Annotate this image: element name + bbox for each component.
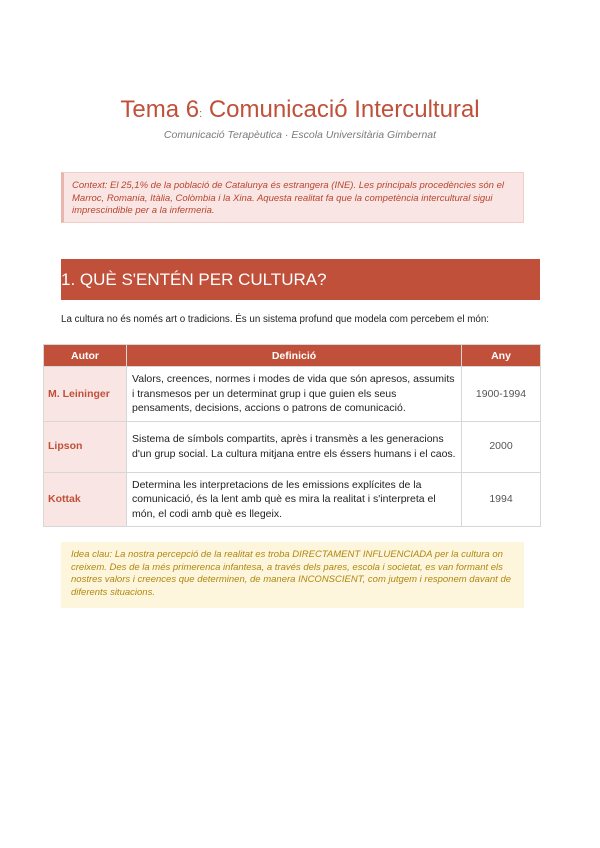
key-idea-box: Idea clau: La nostra percepció de la realitat es troba DIRECTAMENT INFLUENCIADA per la cultura on creixem. Des de la més primerenca infantesa, a través dels pares, escola i societat, es van formant els nostres valors i creences que determinen, de manera INCONSCIENT, com jutgem i responem davant de diferents situacions.	[61, 542, 524, 608]
culture-definitions-table	[43, 344, 541, 527]
row-year: 2000	[462, 421, 541, 472]
row-author: Kottak	[44, 472, 127, 527]
title-separator: :	[199, 108, 203, 120]
section-intro: La cultura no és només art o tradicions. És un sistema profund que modela com percebem el món:	[61, 314, 490, 325]
header-year: Any	[462, 345, 541, 367]
page-title	[0, 95, 600, 129]
header-author: Autor	[44, 345, 127, 367]
header-definition: Definició	[127, 345, 462, 367]
row-year: 1900-1994	[462, 367, 541, 422]
table-row	[44, 472, 541, 527]
table-row	[44, 367, 541, 422]
title-main: Comunicació Intercultural	[208, 96, 480, 123]
row-definition: Sistema de símbols compartits, après i transmès a les generacions d'un grup social. La cultura mitjana entre els éssers humans i el caos.	[127, 421, 462, 472]
row-author: Lipson	[44, 421, 127, 472]
title-prefix: Tema 6	[120, 96, 200, 123]
table-header-row	[44, 345, 541, 367]
row-definition: Determina les interpretacions de les emissions explícites de la comunicació, és la lent amb què es mira la realitat i s'interpreta el món, el codi amb què es llegeix.	[127, 472, 462, 527]
section-heading: 1. QUÈ S'ENTÉN PER CULTURA?	[61, 259, 540, 300]
row-author: M. Leininger	[44, 367, 127, 422]
context-box: Context: El 25,1% de la població de Catalunya és estrangera (INE). Les principals procedències són el Marroc, Romania, Itàlia, Colòmbia i la Xina. Aquesta realitat fa que la competència intercultural sigui imprescindible per a la infermeria.	[61, 172, 524, 223]
row-definition: Valors, creences, normes i modes de vida que són apresos, assumits i transmesos per un determinat grup i que guien els seus pensaments, decisions, accions o patrons de comunicació.	[127, 367, 462, 422]
row-year: 1994	[462, 472, 541, 527]
table-row	[44, 421, 541, 472]
page-subtitle: Comunicació Terapèutica · Escola Universitària Gimbernat	[163, 129, 437, 141]
